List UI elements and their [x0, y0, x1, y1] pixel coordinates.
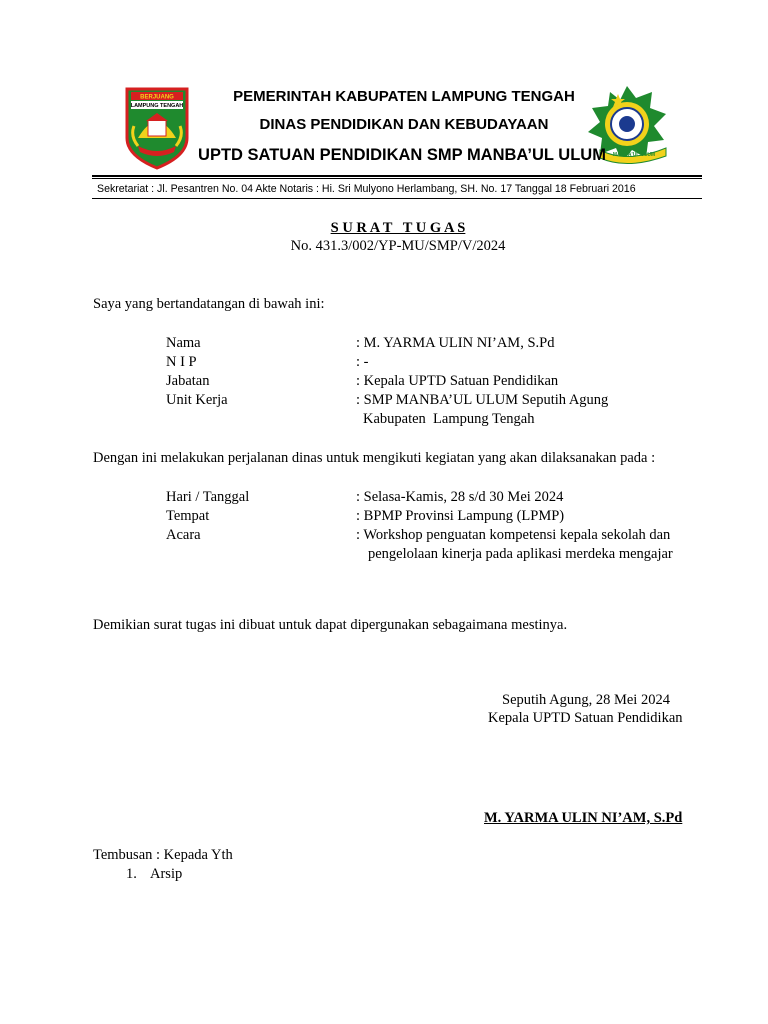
field-label: Unit Kerja	[166, 392, 228, 408]
signature-position: Kepala UPTD Satuan Pendidikan	[488, 710, 683, 726]
letterhead-department: DINAS PENDIDIKAN DAN KEBUDAYAAN	[259, 116, 549, 133]
field-label: N I P	[166, 354, 197, 370]
cc-heading: Tembusan : Kepada Yth	[93, 847, 233, 863]
left-logo-banner-text: LAMPUNG TENGAH	[130, 103, 184, 109]
letterhead-rule-top	[92, 175, 702, 177]
signature-place-date: Seputih Agung, 28 Mei 2024	[502, 692, 670, 708]
event-agenda-continuation: pengelolaan kinerja pada aplikasi merdeka mengajar	[368, 546, 673, 562]
cc-item-number: 1.	[126, 866, 137, 882]
field-value: : SMP MANBA’UL ULUM Seputih Agung	[356, 392, 609, 408]
signature-name: M. YARMA ULIN NI’AM, S.Pd	[484, 810, 683, 826]
letterhead-address: Sekretariat : Jl. Pesantren No. 04 Akte Notaris : Hi. Sri Mulyono Herlambang, SH. No. 17 Tanggal 18 Februari 2016	[97, 183, 636, 195]
field-label: Hari / Tanggal	[166, 489, 250, 505]
letterhead-government: PEMERINTAH KABUPATEN LAMPUNG TENGAH	[233, 88, 575, 105]
letter-number: No. 431.3/002/YP-MU/SMP/V/2024	[290, 238, 506, 254]
intro-text: Saya yang bertandatangan di bawah ini:	[93, 296, 325, 312]
letterhead-rule-top-thin	[92, 178, 702, 179]
signer-unit-continuation: Kabupaten Lampung Tengah	[363, 411, 535, 427]
left-logo-top-text: BERJUANG	[140, 94, 174, 101]
field-label: Acara	[166, 527, 201, 543]
letter-title: S U R A T T U G A S	[330, 220, 466, 236]
field-value: : -	[356, 354, 369, 370]
field-value: : Selasa-Kamis, 28 s/d 30 Mei 2024	[356, 489, 564, 505]
closing-text: Demikian surat tugas ini dibuat untuk dapat dipergunakan sebagaimana mestinya.	[93, 617, 568, 633]
cc-item	[126, 866, 183, 883]
right-logo-ribbon-text: MANBA'UL ULUM	[612, 152, 656, 158]
field-value: : Workshop penguatan kompetensi kepala sekolah dan	[356, 527, 671, 543]
letterhead-school: UPTD SATUAN PENDIDIKAN SMP MANBA’UL ULUM	[198, 146, 606, 164]
field-label: Jabatan	[166, 373, 210, 389]
field-label: Nama	[166, 335, 201, 351]
cc-item-text: Arsip	[150, 866, 183, 882]
field-value: : Kepala UPTD Satuan Pendidikan	[356, 373, 559, 389]
assignment-intro: Dengan ini melakukan perjalanan dinas untuk mengikuti kegiatan yang akan dilaksanakan pada :	[93, 450, 656, 466]
field-value: : BPMP Provinsi Lampung (LPMP)	[356, 508, 565, 524]
letterhead-rule-bottom	[92, 198, 702, 199]
field-value: : M. YARMA ULIN NI’AM, S.Pd	[356, 335, 555, 351]
field-label: Tempat	[166, 508, 210, 524]
